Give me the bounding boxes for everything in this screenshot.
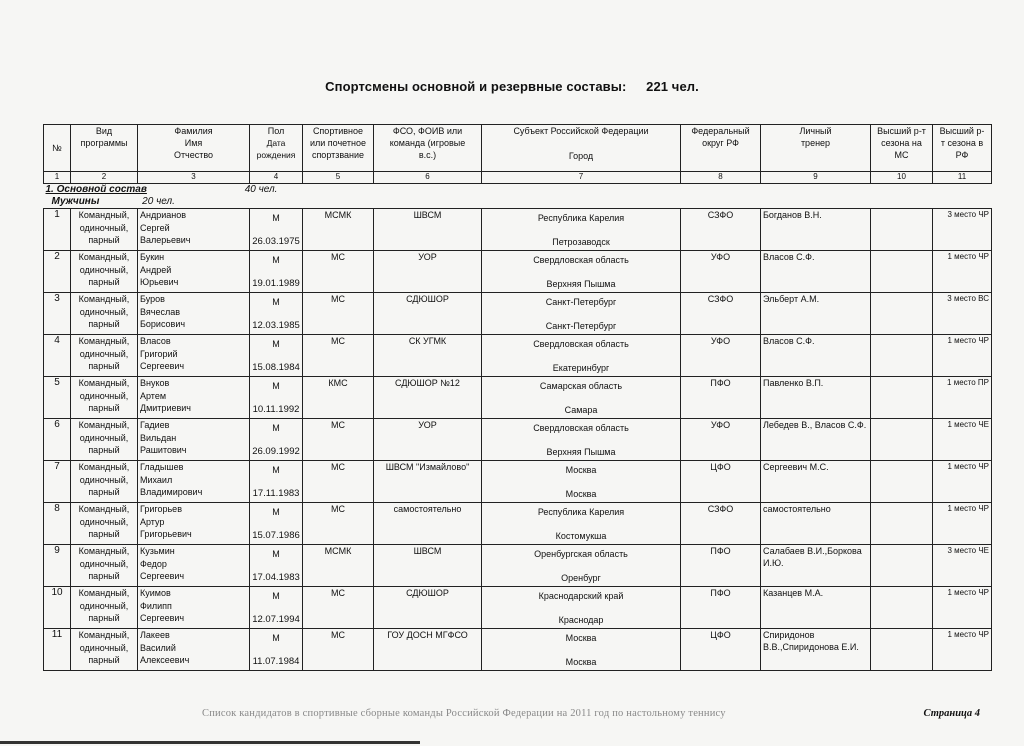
coach-cell: Павленко В.П. — [761, 377, 871, 419]
region-cell: Санкт-Петербург Санкт-Петербург — [482, 293, 681, 335]
federal-cell: СЗФО — [681, 503, 761, 545]
fio-cell: Григорьев Артур Григорьевич — [138, 503, 250, 545]
best-ms-cell — [871, 587, 933, 629]
fso-cell: СДЮШОР №12 — [374, 377, 482, 419]
best-rf-cell: 1 место ПР — [933, 377, 992, 419]
table-row — [44, 629, 992, 671]
fso-cell: ШВСМ — [374, 545, 482, 587]
region-cell: Свердловская область Верхняя Пышма — [482, 419, 681, 461]
colnum: 10 — [871, 172, 933, 184]
subsection-row — [44, 196, 992, 209]
best-ms-cell — [871, 503, 933, 545]
colnum: 11 — [933, 172, 992, 184]
best-ms-cell — [871, 209, 933, 251]
coach-cell: Власов С.Ф. — [761, 335, 871, 377]
region-cell: Республика Карелия Петрозаводск — [482, 209, 681, 251]
document-title — [0, 79, 1024, 94]
program-cell: Командный, одиночный, парный — [71, 293, 138, 335]
header-best-ms: Высший р-т сезона на МС — [871, 125, 933, 172]
title-cell: МС — [303, 587, 374, 629]
header-fso: ФСО, ФОИВ или команда (игровые в.с.) — [374, 125, 482, 172]
best-ms-cell — [871, 419, 933, 461]
fso-cell: ШВСМ — [374, 209, 482, 251]
best-ms-cell — [871, 461, 933, 503]
scan-edge — [0, 741, 420, 744]
title-cell: МС — [303, 293, 374, 335]
federal-cell: УФО — [681, 335, 761, 377]
colnum: 5 — [303, 172, 374, 184]
column-number-row — [44, 172, 992, 184]
title-cell: МСМК — [303, 209, 374, 251]
region-cell: Свердловская область Екатеринбург — [482, 335, 681, 377]
header-best-rf: Высший р- т сезона в РФ — [933, 125, 992, 172]
fso-cell: СДЮШОР — [374, 587, 482, 629]
table-row — [44, 377, 992, 419]
colnum: 8 — [681, 172, 761, 184]
federal-cell: ЦФО — [681, 461, 761, 503]
federal-cell: УФО — [681, 251, 761, 293]
region-cell: Москва Москва — [482, 461, 681, 503]
federal-cell: ПФО — [681, 545, 761, 587]
row-number: 11 — [44, 629, 71, 671]
federal-cell: СЗФО — [681, 293, 761, 335]
program-cell: Командный, одиночный, парный — [71, 209, 138, 251]
best-rf-cell: 1 место ЧР — [933, 503, 992, 545]
title-cell: МС — [303, 461, 374, 503]
header-federal: Федеральный округ РФ — [681, 125, 761, 172]
region-cell: Краснодарский край Краснодар — [482, 587, 681, 629]
best-rf-cell: 1 место ЧР — [933, 251, 992, 293]
table-row — [44, 503, 992, 545]
subsection-label: Мужчины — [51, 196, 100, 207]
region-cell: Свердловская область Верхняя Пышма — [482, 251, 681, 293]
fio-cell: Буров Вячеслав Борисович — [138, 293, 250, 335]
row-number: 8 — [44, 503, 71, 545]
sex-date-cell: М 10.11.1992 — [250, 377, 303, 419]
coach-cell: Богданов В.Н. — [761, 209, 871, 251]
table-row — [44, 209, 992, 251]
fio-cell: Кузьмин Федор Сергеевич — [138, 545, 250, 587]
table-row — [44, 293, 992, 335]
federal-cell: ЦФО — [681, 629, 761, 671]
table-row — [44, 461, 992, 503]
title-cell: МС — [303, 251, 374, 293]
sex-date-cell: М 15.07.1986 — [250, 503, 303, 545]
coach-cell: Салабаев В.И.,Боркова И.Ю. — [761, 545, 871, 587]
program-cell: Командный, одиночный, парный — [71, 419, 138, 461]
title-cell: КМС — [303, 377, 374, 419]
header-program: Вид программы — [71, 125, 138, 172]
program-cell: Командный, одиночный, парный — [71, 335, 138, 377]
title-cell: МСМК — [303, 545, 374, 587]
colnum: 7 — [482, 172, 681, 184]
total-count: 221 чел. — [646, 79, 699, 94]
coach-cell: Власов С.Ф. — [761, 251, 871, 293]
best-rf-cell: 3 место ВС — [933, 293, 992, 335]
row-number: 7 — [44, 461, 71, 503]
sex-date-cell: М 12.07.1994 — [250, 587, 303, 629]
coach-cell: самостоятельно — [761, 503, 871, 545]
header-row — [44, 125, 992, 172]
sex-date-cell: М 17.11.1983 — [250, 461, 303, 503]
best-ms-cell — [871, 251, 933, 293]
sex-date-cell: М 15.08.1984 — [250, 335, 303, 377]
best-ms-cell — [871, 377, 933, 419]
sex-date-cell: М 17.04.1983 — [250, 545, 303, 587]
title-cell: МС — [303, 335, 374, 377]
subsection-count: 20 чел. — [142, 196, 175, 207]
program-cell: Командный, одиночный, парный — [71, 629, 138, 671]
header-title: Спортивное или почетное спортзвание — [303, 125, 374, 172]
fio-cell: Гадиев Вильдан Рашитович — [138, 419, 250, 461]
row-number: 2 — [44, 251, 71, 293]
fio-cell: Гладышев Михаил Владимирович — [138, 461, 250, 503]
coach-cell: Сергеевич М.С. — [761, 461, 871, 503]
region-cell: Самарская область Самара — [482, 377, 681, 419]
program-cell: Командный, одиночный, парный — [71, 503, 138, 545]
header-no: № — [44, 125, 71, 172]
athletes-table — [43, 124, 992, 671]
fio-cell: Лакеев Василий Алексеевич — [138, 629, 250, 671]
federal-cell: УФО — [681, 419, 761, 461]
colnum: 4 — [250, 172, 303, 184]
sex-date-cell: М 11.07.1984 — [250, 629, 303, 671]
program-cell: Командный, одиночный, парный — [71, 251, 138, 293]
program-cell: Командный, одиночный, парный — [71, 377, 138, 419]
table-row — [44, 545, 992, 587]
row-number: 6 — [44, 419, 71, 461]
best-rf-cell: 1 место ЧЕ — [933, 419, 992, 461]
best-ms-cell — [871, 293, 933, 335]
table-row — [44, 251, 992, 293]
sex-date-cell: М 12.03.1985 — [250, 293, 303, 335]
row-number: 4 — [44, 335, 71, 377]
colnum: 3 — [138, 172, 250, 184]
fso-cell: УОР — [374, 419, 482, 461]
best-ms-cell — [871, 335, 933, 377]
best-rf-cell: 3 место ЧЕ — [933, 545, 992, 587]
footer-text: Список кандидатов в спортивные сборные команды Российской Федерации на 2011 год по настольному теннису — [202, 708, 726, 719]
table-row — [44, 419, 992, 461]
coach-cell: Лебедев В., Власов С.Ф. — [761, 419, 871, 461]
row-number: 1 — [44, 209, 71, 251]
federal-cell: ПФО — [681, 377, 761, 419]
section-row — [44, 184, 992, 197]
best-rf-cell: 1 место ЧР — [933, 629, 992, 671]
section-count: 40 чел. — [244, 184, 278, 195]
coach-cell: Эльберт А.М. — [761, 293, 871, 335]
fio-cell: Андрианов Сергей Валерьевич — [138, 209, 250, 251]
header-subject: Субъект Российской Федерации Город — [482, 125, 681, 172]
fio-cell: Букин Андрей Юрьевич — [138, 251, 250, 293]
program-cell: Командный, одиночный, парный — [71, 545, 138, 587]
best-rf-cell: 3 место ЧР — [933, 209, 992, 251]
best-rf-cell: 1 место ЧР — [933, 461, 992, 503]
row-number: 5 — [44, 377, 71, 419]
row-number: 9 — [44, 545, 71, 587]
program-cell: Командный, одиночный, парный — [71, 587, 138, 629]
title-cell: МС — [303, 419, 374, 461]
fio-cell: Власов Григорий Сергеевич — [138, 335, 250, 377]
table-row — [44, 335, 992, 377]
page-number: Страница 4 — [923, 708, 980, 719]
sex-date-cell: М 19.01.1989 — [250, 251, 303, 293]
title-text: Спортсмены основной и резервные составы: — [325, 79, 627, 94]
fso-cell: СК УГМК — [374, 335, 482, 377]
best-ms-cell — [871, 629, 933, 671]
colnum: 6 — [374, 172, 482, 184]
fso-cell: ШВСМ "Измайлово" — [374, 461, 482, 503]
title-cell: МС — [303, 503, 374, 545]
header-fio: Фамилия Имя Отчество — [138, 125, 250, 172]
sex-date-cell: М 26.09.1992 — [250, 419, 303, 461]
federal-cell: СЗФО — [681, 209, 761, 251]
fio-cell: Внуков Артем Дмитриевич — [138, 377, 250, 419]
fso-cell: самостоятельно — [374, 503, 482, 545]
best-rf-cell: 1 место ЧР — [933, 587, 992, 629]
fso-cell: ГОУ ДОСН МГФСО — [374, 629, 482, 671]
colnum: 9 — [761, 172, 871, 184]
table-row — [44, 587, 992, 629]
best-rf-cell: 1 место ЧР — [933, 335, 992, 377]
fio-cell: Куимов Филипп Сергеевич — [138, 587, 250, 629]
row-number: 3 — [44, 293, 71, 335]
section-label: 1. Основной состав — [45, 184, 147, 195]
fso-cell: УОР — [374, 251, 482, 293]
sex-date-cell: М 26.03.1975 — [250, 209, 303, 251]
region-cell: Оренбургская область Оренбург — [482, 545, 681, 587]
program-cell: Командный, одиночный, парный — [71, 461, 138, 503]
title-cell: МС — [303, 629, 374, 671]
fso-cell: СДЮШОР — [374, 293, 482, 335]
best-ms-cell — [871, 545, 933, 587]
coach-cell: Казанцев М.А. — [761, 587, 871, 629]
region-cell: Москва Москва — [482, 629, 681, 671]
header-sex-date: Пол Дата рождения — [250, 125, 303, 172]
coach-cell: Спиридонов В.В.,Спиридонова Е.И. — [761, 629, 871, 671]
federal-cell: ПФО — [681, 587, 761, 629]
header-coach: Личный тренер — [761, 125, 871, 172]
colnum: 1 — [44, 172, 71, 184]
row-number: 10 — [44, 587, 71, 629]
region-cell: Республика Карелия Костомукша — [482, 503, 681, 545]
colnum: 2 — [71, 172, 138, 184]
